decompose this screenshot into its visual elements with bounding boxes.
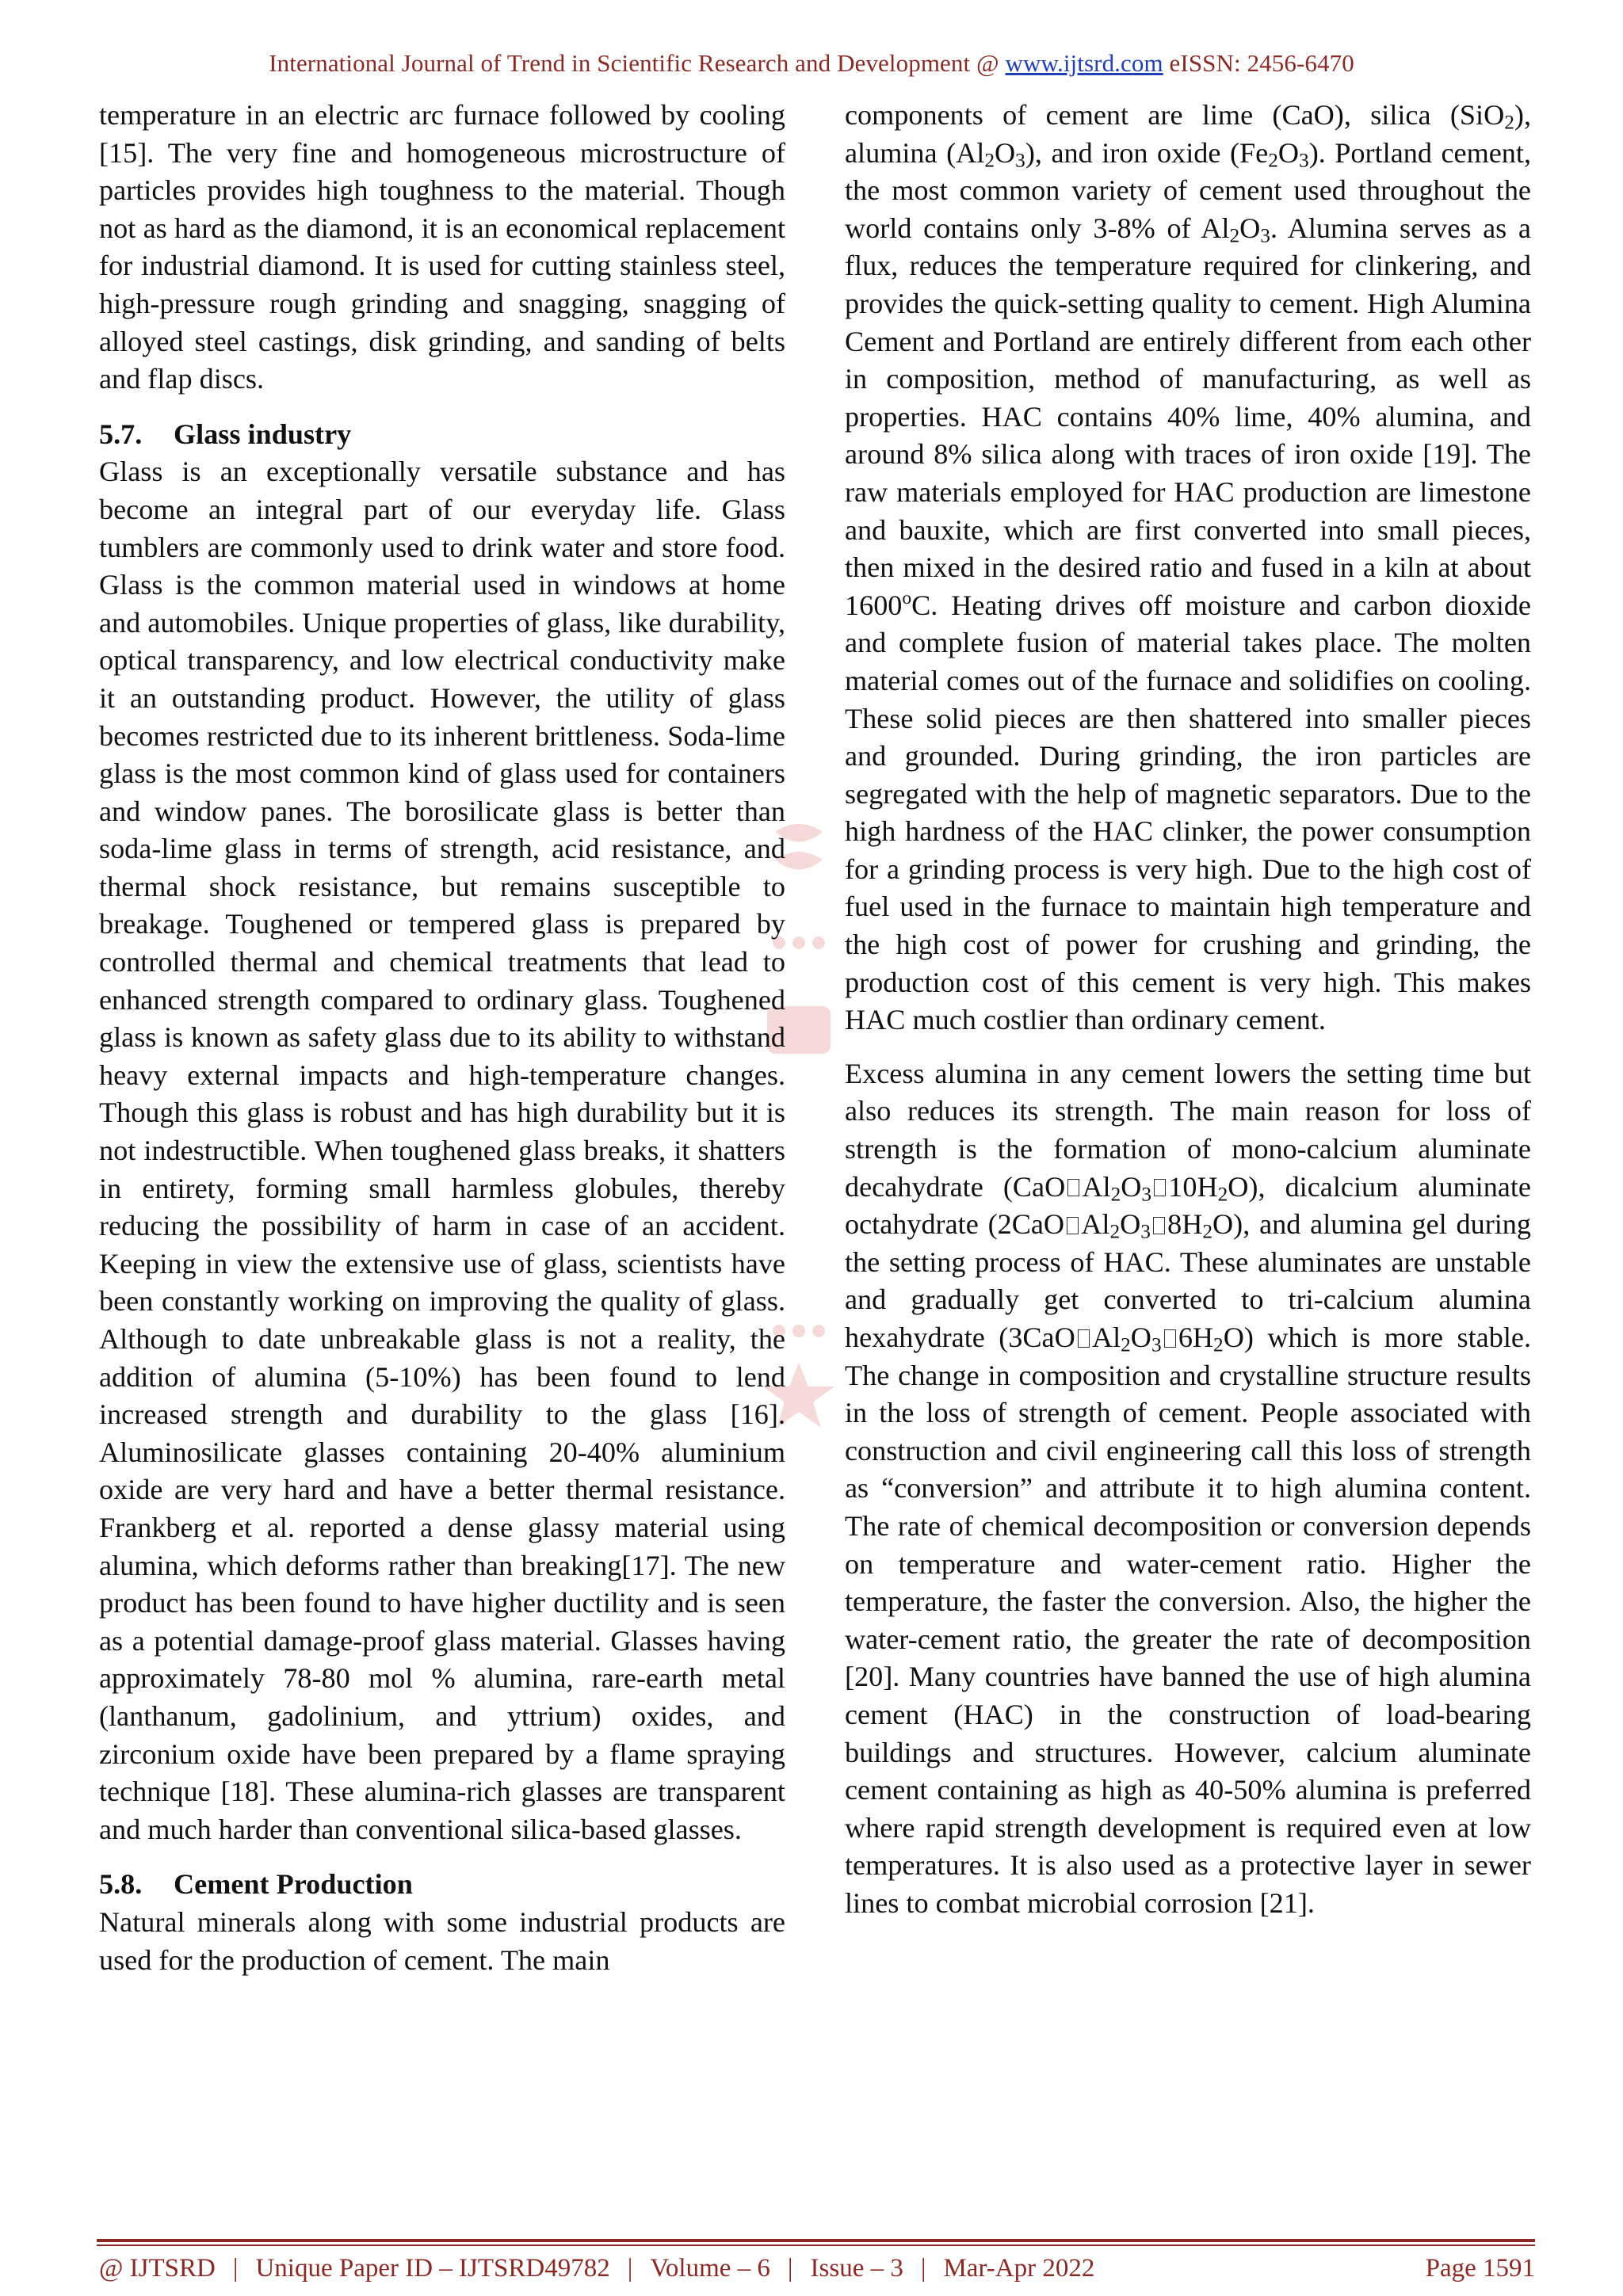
running-footer (99, 2254, 1535, 2283)
footer-volume: Volume – 6 (650, 2254, 770, 2283)
section-title: Cement Production (174, 1868, 413, 1901)
footer-rule (97, 2239, 1535, 2242)
journal-url-link[interactable]: www.ijtsrd.com (1005, 49, 1163, 77)
section-number: 5.7. (99, 418, 143, 450)
missing-glyph-box-icon (1154, 1179, 1166, 1196)
footer-journal: @ IJTSRD (99, 2254, 216, 2283)
left-column (99, 97, 785, 1979)
header-issn-text: eISSN: 2456-6470 (1163, 49, 1354, 77)
footer-separator: | (920, 2254, 926, 2283)
paragraph-cement-components: components of cement are lime (CaO), silica (SiO$_2$), alumina $(Al_2O_3)$, and iron oxide $(Fe_2O_3)$. Portland cement, the most common variety of cement used throughout the world contains only 3-8% of $Al_2O_3$. Alumina serves as a flux, reduces the temperature required for clinkering, and provides the quick-setting quality to cement. High Alumina Cement and Portland are entirely different from each other in composition, method of manufacturing, as well as properties. HAC contains 40% lime, 40% alumina, and around 8% silica along with traces of iron oxide [19]. The raw materials employed for HAC production are limestone and bauxite, which are first converted into small pieces, then mixed in the desired ratio and fused in a kiln at about 1600$^o$C. Heating drives off moisture and carbon dioxide and complete fusion of material takes place. The molten material comes out of the furnace and solidifies on cooling. These solid pieces are then shattered into smaller pieces and grounded. During grinding, the iron particles are segregated with the help of magnetic separators. Due to the high hardness of the HAC clinker, the power consumption for a grinding process is very high. Due to the high cost of fuel used in the furnace to maintain high temperature and the high cost of power for crushing and grinding, the production cost of this cement is very high. This makes HAC much costlier than ordinary cement. (845, 99, 1531, 1036)
missing-glyph-box-icon (1067, 1217, 1079, 1234)
right-column (845, 97, 1531, 1923)
paragraph-glass: Glass is an exceptionally versatile substance and has become an integral part of our everyday life. Glass tumblers are commonly used to drink water and store food. Glass is the common material used in windows at home and automobiles. Unique properties of glass, like durability, optical transparency, and low electrical conductivity make it an outstanding product. However, the utility of glass becomes restricted due to its inherent brittleness. Soda-lime glass is the most common kind of glass used for containers and window panes. The borosilicate glass is better than soda-lime glass in terms of strength, acid resistance, and thermal shock resistance, but remains susceptible to breakage. Toughened or tempered glass is prepared by controlled thermal and chemical treatments that lead to enhanced strength compared to ordinary glass. Toughened glass is known as safety glass due to its ability to withstand heavy external impacts and high-temperature changes. Though this glass is robust and has high durability but it is not indestructible. When toughened glass breaks, it shatters in entirety, forming small harmless globules, thereby reducing the possibility of harm in case of an accident. Keeping in view the extensive use of glass, scientists have been constantly working on improving the quality of glass. Although to date unbreakable glass is not a reality, the addition of alumina (5-10%) has been found to lend increased strength and durability to the glass [16]. Aluminosilicate glasses containing 20-40% aluminium oxide are very hard and have a better thermal resistance. Frankberg et al. reported a dense glassy material using alumina, which deforms rather than breaking[17]. The new product has been found to have higher ductility and is seen as a potential damage-proof glass material. Glasses having approximately 78-80 mol % alumina, rare-earth metal (lanthanum, gadolinium, and yttrium) oxides, and zirconium oxide have been prepared by a flame spraying technique [18]. These alumina-rich glasses are transparent and much harder than conventional silica-based glasses. (99, 456, 785, 1845)
footer-issue: Issue – 3 (810, 2254, 903, 2283)
footer-paper-id: Unique Paper ID – IJTSRD49782 (255, 2254, 610, 2283)
missing-glyph-box-icon (1164, 1329, 1176, 1347)
section-number: 5.8. (99, 1868, 143, 1901)
footer-separator: | (232, 2254, 239, 2283)
footer-date: Mar-Apr 2022 (943, 2254, 1095, 2283)
section-heading-glass (99, 416, 785, 454)
paragraph-abrasives-intro: temperature in an electric arc furnace followed by cooling [15]. The very fine and homogeneous microstructure of particles provides high toughness to the material. Though not as hard as the diamond, it is an economical replacement for industrial diamond. It is used for cutting stainless steel, high-pressure rough grinding and snagging, snagging of alloyed steel castings, disk grinding, and sanding of belts and flap discs. (99, 99, 785, 395)
running-header (0, 49, 1623, 78)
missing-glyph-box-icon (1153, 1217, 1165, 1234)
missing-glyph-box-icon (1067, 1179, 1079, 1196)
footer-page-number: Page 1591 (1425, 2254, 1535, 2283)
header-journal-text: International Journal of Trend in Scientific Research and Development @ (269, 49, 1006, 77)
section-title: Glass industry (174, 418, 352, 450)
missing-glyph-box-icon (1078, 1329, 1090, 1347)
paragraph-excess-alumina: Excess alumina in any cement lowers the setting time but also reduces its strength. The main reason for loss of strength is the formation of mono-calcium aluminate decahydrate (CaO $Al_2O_3$ $10H_2O$), dicalcium aluminate octahydrate (2CaO $Al_2O_3$ $8H_2O$), and alumina gel during the setting process of HAC. These aluminates are unstable and gradually get converted to tri-calcium alumina hexahydrate (3CaO $Al_2O_3$ $6H_2O$) which is more stable. The change in composition and crystalline structure results in the loss of strength of cement. People associated with construction and civil engineering call this loss of strength as “conversion” and attribute it to high alumina content. The rate of chemical decomposition or conversion depends on temperature and water-cement ratio. Higher the temperature, the faster the conversion. Also, the higher the water-cement ratio, the greater the rate of decomposition [20]. Many countries have banned the use of high alumina cement (HAC) in the construction of load-bearing buildings and structures. However, calcium aluminate cement containing as high as 40-50% alumina is preferred where rapid strength development is required even at low temperatures. It is also used as a protective layer in sewer lines to combat microbial corrosion [21]. (845, 1057, 1531, 1919)
paragraph-cement-intro: Natural minerals along with some industrial products are used for the production of cement. The main (99, 1905, 785, 1976)
footer-rule-thin (97, 2245, 1535, 2246)
footer-separator: | (627, 2254, 633, 2283)
section-heading-cement (99, 1866, 785, 1904)
footer-separator: | (787, 2254, 793, 2283)
